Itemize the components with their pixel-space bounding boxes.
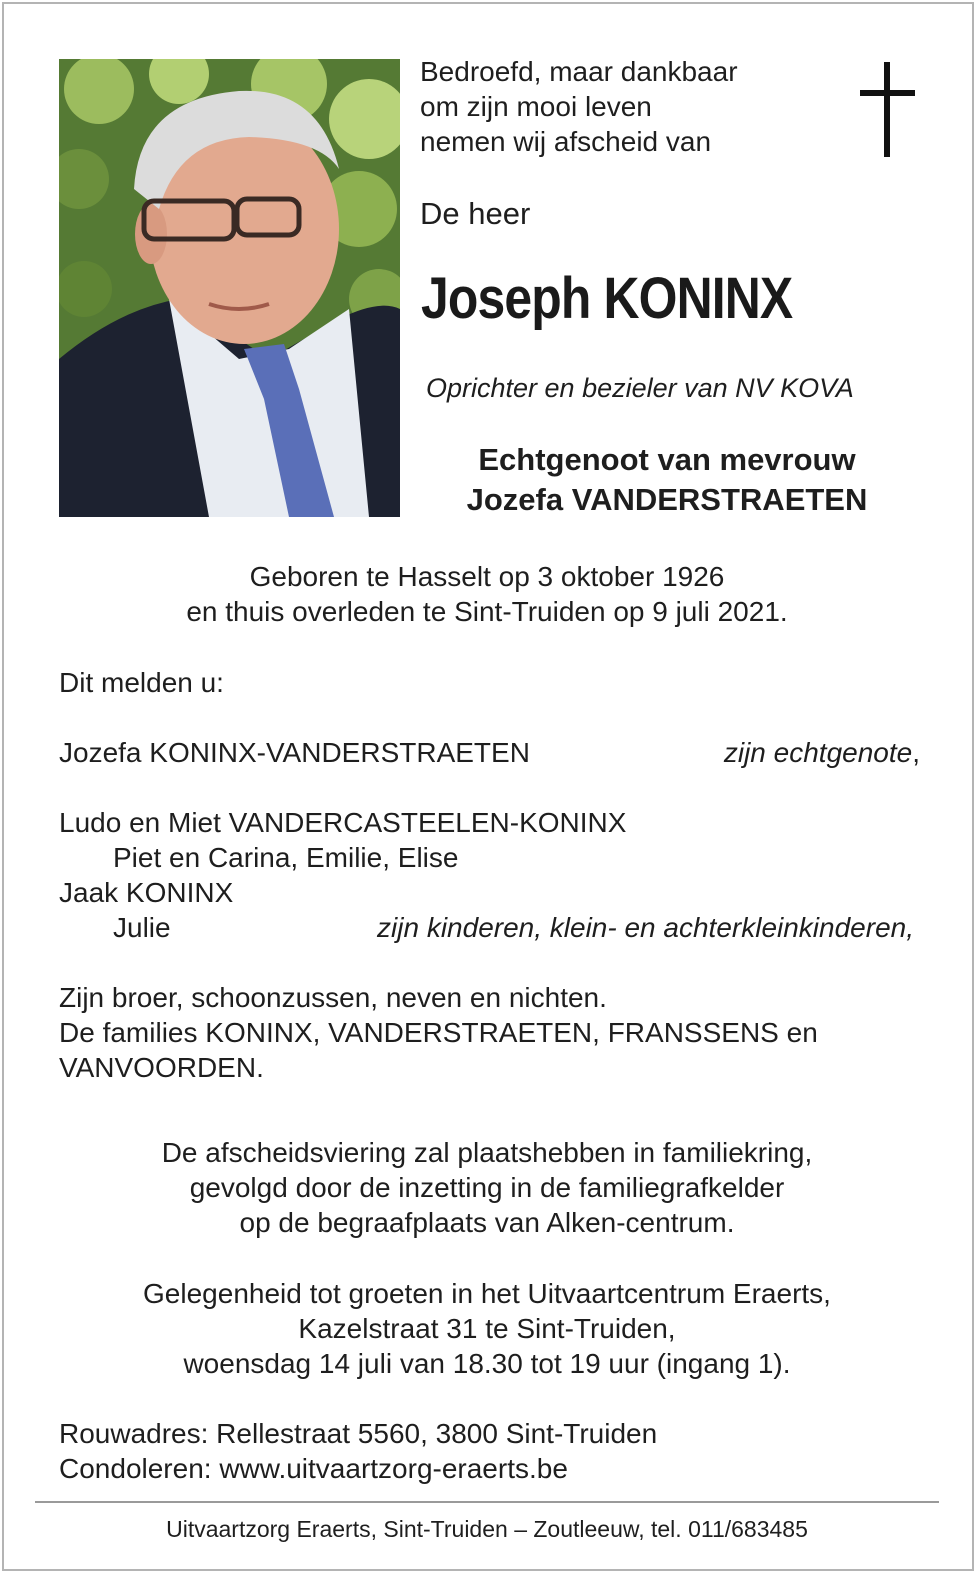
- children-line-4: Julie: [113, 912, 171, 943]
- footer-divider: [35, 1501, 939, 1503]
- children-line-2: Piet en Carina, Emilie, Elise: [113, 842, 459, 873]
- visit-line-2: Kazelstraat 31 te Sint-Truiden,: [298, 1313, 676, 1344]
- family-line-3: VANVOORDEN.: [59, 1052, 264, 1083]
- children-line-1: Ludo en Miet VANDERCASTEELEN-KONINX: [59, 807, 627, 838]
- widow-name: Jozefa KONINX-VANDERSTRAETEN: [59, 737, 530, 768]
- ceremony-line-1: De afscheidsviering zal plaatshebben in familiekring,: [161, 1137, 813, 1168]
- salutation: De heer: [420, 196, 531, 231]
- family-line-1: Zijn broer, schoonzussen, neven en nichten.: [59, 982, 607, 1013]
- family-line-2: De families KONINX, VANDERSTRAETEN, FRANSSENS en: [59, 1017, 818, 1048]
- intro-line-1: Bedroefd, maar dankbaar: [420, 56, 738, 87]
- intro-line-3: nemen wij afscheid van: [420, 126, 712, 157]
- portrait-photo: [59, 59, 400, 517]
- announce-text: Dit melden u:: [59, 667, 224, 698]
- spouse-line-1: Echtgenoot van mevrouw: [478, 442, 856, 477]
- widow-relation: zijn echtgenote,: [723, 737, 920, 768]
- ceremony-line-2: gevolgd door de inzetting in de familiegrafkelder: [189, 1172, 785, 1203]
- birth-line: Geboren te Hasselt op 3 oktober 1926: [249, 561, 725, 592]
- children-relation: zijn kinderen, klein- en achterkleinkinderen,: [377, 912, 914, 943]
- condolences-link[interactable]: Condoleren: www.uitvaartzorg-eraerts.be: [59, 1453, 568, 1484]
- mourning-address: Rouwadres: Rellestraat 5560, 3800 Sint-Truiden: [59, 1418, 658, 1449]
- funeral-home-footer: Uitvaartzorg Eraerts, Sint-Truiden – Zoutleeuw, tel. 011/683485: [166, 1516, 808, 1542]
- visit-line-3: woensdag 14 juli van 18.30 tot 19 uur (ingang 1).: [183, 1348, 791, 1379]
- death-line: en thuis overleden te Sint-Truiden op 9 juli 2021.: [186, 596, 788, 627]
- children-line-3: Jaak KONINX: [59, 877, 234, 908]
- role-description: Oprichter en bezieler van NV KOVA: [426, 373, 854, 403]
- visit-line-1: Gelegenheid tot groeten in het Uitvaartcentrum Eraerts,: [143, 1278, 831, 1309]
- spouse-line-2: Jozefa VANDERSTRAETEN: [466, 482, 868, 517]
- intro-line-2: om zijn mooi leven: [420, 91, 652, 122]
- deceased-name: Joseph KONINX: [421, 266, 793, 331]
- ceremony-line-3: op de begraafplaats van Alken-centrum.: [239, 1207, 735, 1238]
